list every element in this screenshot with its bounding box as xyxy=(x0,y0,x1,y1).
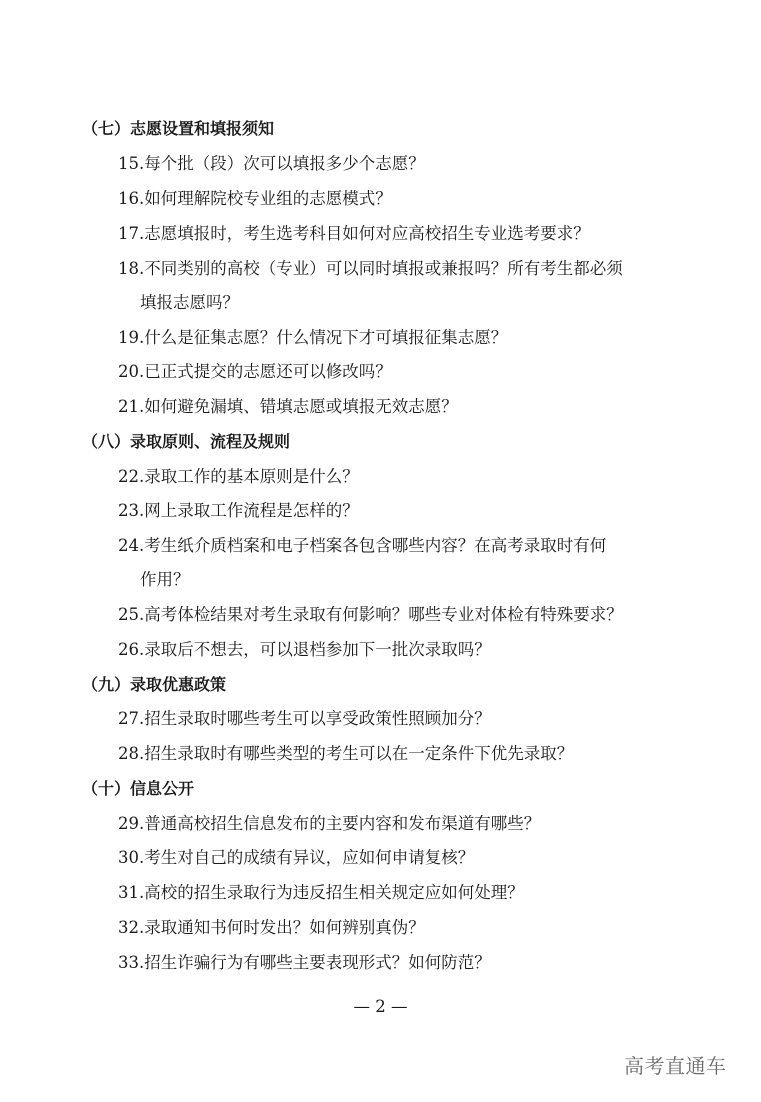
page-number: — 2 — xyxy=(353,997,408,1016)
question-item-continuation: 作用？ xyxy=(140,570,190,589)
question-item-continuation: 填报志愿吗？ xyxy=(140,293,239,312)
question-item: 15.每个批（段）次可以填报多少个志愿？ xyxy=(118,154,425,173)
question-item: 24.考生纸介质档案和电子档案各包含哪些内容？在高考录取时有何 xyxy=(118,536,607,555)
watermark-text: 高考直通车 xyxy=(624,1054,727,1078)
question-item: 26.录取后不想去，可以退档参加下一批次录取吗？ xyxy=(118,640,491,659)
question-item: 20.已正式提交的志愿还可以修改吗？ xyxy=(118,362,392,381)
question-item: 28.招生录取时有哪些类型的考生可以在一定条件下优先录取？ xyxy=(118,744,574,763)
question-item: 23.网上录取工作流程是怎样的？ xyxy=(118,501,359,520)
question-item: 21.如何避免漏填、错填志愿或填报无效志愿？ xyxy=(118,397,458,416)
section-heading: （九）录取优惠政策 xyxy=(82,675,227,694)
section-heading: （七）志愿设置和填报须知 xyxy=(82,119,275,138)
question-item: 16.如何理解院校专业组的志愿模式？ xyxy=(118,189,392,208)
question-item: 29.普通高校招生信息发布的主要内容和发布渠道有哪些？ xyxy=(118,814,541,833)
question-item: 25.高考体检结果对考生录取有何影响？哪些专业对体检有特殊要求？ xyxy=(118,605,623,624)
question-item: 30.考生对自己的成绩有异议，应如何申请复核？ xyxy=(118,848,475,867)
question-item: 22.录取工作的基本原则是什么？ xyxy=(118,467,359,486)
question-item: 32.录取通知书何时发出？如何辨别真伪？ xyxy=(118,918,425,937)
question-item: 31.高校的招生录取行为违反招生相关规定应如何处理？ xyxy=(118,883,524,902)
section-heading: （十）信息公开 xyxy=(82,779,195,798)
question-item: 17.志愿填报时，考生选考科目如何对应高校招生专业选考要求？ xyxy=(118,224,590,243)
question-item: 27.招生录取时哪些考生可以享受政策性照顾加分？ xyxy=(118,709,491,728)
question-item: 33.招生诈骗行为有哪些主要表现形式？如何防范？ xyxy=(118,953,491,972)
question-item: 18.不同类别的高校（专业）可以同时填报或兼报吗？所有考生都必须 xyxy=(118,259,623,278)
section-heading: （八）录取原则、流程及规则 xyxy=(82,432,291,451)
question-item: 19.什么是征集志愿？什么情况下才可填报征集志愿？ xyxy=(118,328,508,347)
